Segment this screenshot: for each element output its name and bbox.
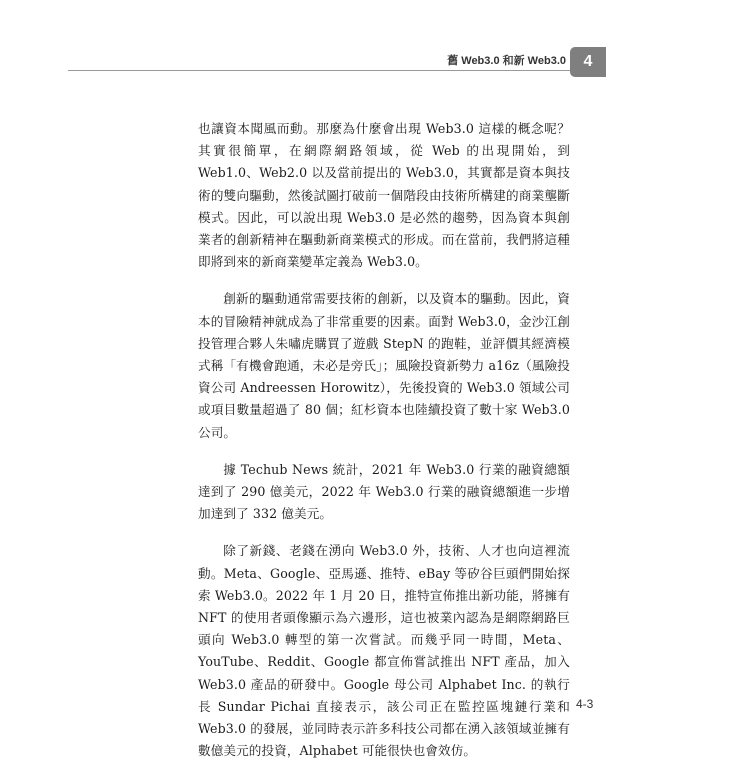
chapter-tab: 4 xyxy=(570,47,606,77)
body-text xyxy=(198,118,570,777)
page-number: 4-3 xyxy=(576,697,594,711)
paragraph-2: 創新的驅動通常需要技術的創新，以及資本的驅動。因此，資本的冒險精神就成為了非常重要的因素。面對 Web3.0，金沙江創投管理合夥人朱嘯虎購買了遊戲 StepN 的跑鞋，並評價其經濟模式稱「有機會跑通，未必是旁氏」；風險投資新勢力 a16z（風險投資公司 Andreessen Horowitz），先後投資的 Web3.0 領域公司或項目數量超過了 80 個；紅杉資本也陸續投資了數十家 Web3.0 公司。 xyxy=(198,291,570,440)
paragraph-4: 除了新錢、老錢在湧向 Web3.0 外，技術、人才也向這裡流動。Meta、Google、亞馬遜、推特、eBay 等矽谷巨頭們開始探索 Web3.0。2022 年 1 月 20 日，推特宣佈推出新功能，將擁有 NFT 的使用者頭像顯示為六邊形，這也被業內認為是網際網路巨頭向 Web3.0 轉型的第一次嘗試。而幾乎同一時間，Meta、YouTube、Reddit、Google 都宣佈嘗試推出 NFT 產品，加入 Web3.0 產品的研發中。Google 母公司 Alphabet Inc. 的執行長 Sundar Pichai 直接表示，該公司正在監控區塊鏈行業和 Web3.0 的發展，並同時表示許多科技公司都在湧入該領域並擁有數億美元的投資，Alphabet 可能很快也會效仿。 xyxy=(198,543,570,759)
paragraph-3: 據 Techub News 統計，2021 年 Web3.0 行業的融資總額達到了 290 億美元，2022 年 Web3.0 行業的融資總額進一步增加達到了 332 億美元。 xyxy=(198,461,570,522)
running-header-title: 舊 Web3.0 和新 Web3.0 xyxy=(447,55,566,67)
header-rule xyxy=(68,70,584,71)
paragraph-1: 也讓資本聞風而動。那麼為什麼會出現 Web3.0 這樣的概念呢？其實很簡單，在網際網路領域，從 Web 的出現開始，到 Web1.0、Web2.0 以及當前提出的 Web3.0，其實都是資本與技術的雙向驅動，然後試圖打破前一個階段由技術所構建的商業壟斷模式。因此，可以說出現 Web3.0 是必然的趨勢，因為資本與創業者的創新精神在驅動新商業模式的形成。而在當前，我們將這種即將到來的新商業變革定義為 Web3.0。 xyxy=(198,121,570,270)
